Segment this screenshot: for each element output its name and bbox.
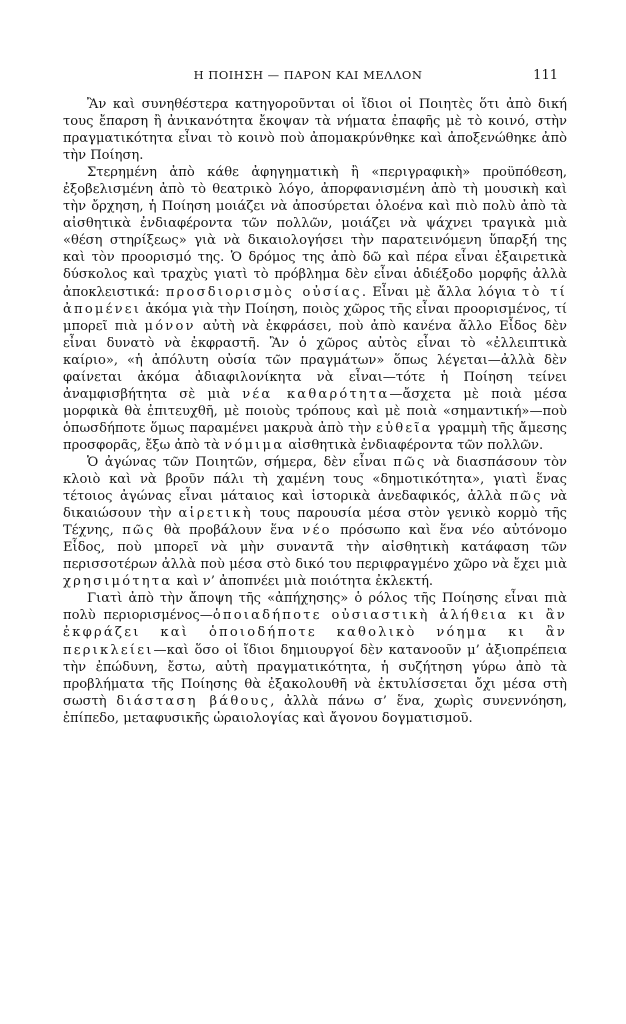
running-header	[0, 68, 626, 88]
text-run: ἀκόμα γιὰ τὴν Ποίηση, ποιὸς χῶρος τῆς εἶναι προορισμένος, τί μπορεῖ πιὰ	[63, 301, 567, 334]
text-run: Γιατὶ ἀπὸ τὴν ἄποψη τῆς «ἀπήχησης» ὁ ρόλος τῆς Ποίησης εἶναι πιὰ πολὺ περιορισμένος—	[63, 591, 567, 624]
emphasis-spaced-text: πῶς	[509, 489, 543, 505]
page-number: 111	[533, 68, 558, 83]
text-run: —καὶ ὅσο οἱ ἴδιοι δημιουργοί δὲν κατανοοῦν μ’ ἀξιοπρέπεια τὴν ἐπώδυνη, ἔστω, αὐτὴ πραγματικότητα, ἡ συζήτηση γύρω ἀπὸ τὰ προβλήματα τῆς Ποίησης θὰ ἐξακολουθῆ νὰ ἐκτυλίσσεται ὄχι μέσα στὴ σωστὴ	[63, 642, 567, 709]
emphasis-spaced-text: ὁποιαδήποτε οὐσιαστικὴ ἀλήθεια κι ἂν ἐκφράζει καὶ ὁποιοδήποτε καθολικὸ νόημα κι ἂν περικλείει	[63, 608, 567, 658]
emphasis-spaced-text: πῶς	[393, 454, 427, 470]
text-run: καὶ ν’ ἀποπνέει μιὰ ποιότητα ἐκλεκτή.	[172, 574, 434, 590]
emphasis-spaced-text: μόνον	[144, 318, 196, 334]
text-run: γραμμὴ τῆς ἄμεσης προσφορᾶς, ἔξω ἀπὸ τὰ	[63, 420, 567, 453]
emphasis-spaced-text: χρησιμότητα	[63, 574, 173, 590]
text-run: , ἀλλὰ πάνω σ’ ἕνα, χωρὶς συνεννόηση, ἐπίπεδο, μεταφυσικῆς ὡραιολογίας καὶ ἄγονου δογματισμοῦ.	[63, 693, 567, 726]
emphasis-spaced-text: πῶς	[122, 523, 156, 539]
text-run: αἰσθητικὰ ἐνδιαφέροντα τῶν πολλῶν.	[284, 437, 544, 453]
text-run: πρόσωπο καὶ ἕνα νέο αὐτόνομο Εἶδος, ποὺ μπορεῖ νὰ μὴν συναντᾶ τὴν αἰσθητικὴ κατάφαση τῶν περισσοτέρων ἀλλὰ ποὺ μέσα στὸ δικό του περιφραγμένο χῶρο νὰ ἔχει μιὰ	[63, 523, 567, 573]
text-run: Ἂν καὶ συνηθέστερα κατηγοροῦνται οἱ ἴδιοι οἱ Ποιητὲς ὅτι ἀπὸ δική τους ἔπαρση ἢ ἀνικανότητα ἔκοψαν τὰ νήματα ἐπαφῆς μὲ τὸ κοινό, στὴν πραγματικότητα εἶναι τὸ κοινὸ ποὺ ἀπομακρύνθηκε καὶ ἀποξενώθηκε ἀπὸ τὴν Ποίηση.	[63, 97, 567, 164]
emphasis-spaced-text: αἱρετικὴ	[178, 506, 253, 522]
paragraph-3	[63, 454, 567, 590]
text-run: . Εἶναι μὲ ἄλλα λόγια	[361, 284, 523, 300]
text-run: Στερημένη ἀπὸ κάθε ἀφηγηματικὴ ἢ «περιγραφικὴ» προϋπόθεση, ἐξοβελισμένη ἀπὸ τὸ θεατρικὸ λόγο, ἀπορφανισμένη ἀπὸ τὴ μουσικὴ καὶ τὴν ὄρχηση, ἡ Ποίηση μοιάζει νὰ ἀποσύρεται ὁλοένα καὶ πιὸ πολὺ ἀπὸ τὰ αἰσθητικὰ ἐνδιαφέροντα τῶν πολλῶν, μοιάζει νὰ ψάχνει τραγικὰ μιὰ «θέση στηρίξεως» γιὰ νὰ δικαιολογήσει τὴν παρατεινόμενη ὕπαρξή της καὶ τὸν προορισμό της. Ὁ δρόμος της ἀπὸ δῶ καὶ πέρα εἶναι ἐξαιρετικὰ δύσκολος καὶ τραχὺς γιατὶ τὸ πρόβλημα δὲν εἶναι ἀδιέξοδο μορφῆς ἀλλὰ ἀποκλειστικά:	[63, 165, 567, 300]
emphasis-spaced-text: διάσταση βάθους	[116, 693, 271, 709]
text-run: Ὁ ἀγώνας τῶν Ποιητῶν, σήμερα, δὲν εἶναι	[87, 454, 394, 470]
text-run: νὰ διασπάσουν τὸν κλοιὸ καὶ νὰ βροῦν πάλι τὴ χαμένη τους «δημοτικότητα», γιατὶ ἕνας τέτοιος ἀγώνας εἶναι μάταιος καὶ ἱστορικὰ ἀνεδαφικός, ἀλλὰ	[63, 454, 567, 505]
text-run: θὰ προβάλουν ἕνα	[155, 523, 303, 539]
emphasis-spaced-text: προσδιορισμὸς οὐσίας	[165, 284, 362, 300]
paragraph-1	[63, 96, 567, 164]
body-text	[63, 96, 567, 727]
emphasis-spaced-text: νόμιμα	[224, 437, 285, 453]
paragraph-4	[63, 590, 567, 726]
text-run: αὐτὴ νὰ ἐκφράσει, ποὺ ἀπὸ κανένα ἄλλο Εἶδος δὲν εἶναι δυνατὸ νὰ ἐκφραστῆ. Ἂν ὁ χῶρος αὐτὸς εἶναι τὸ «ἐλλειπτικὰ καίριο», «ἡ ἀπόλυτη οὐσία τῶν πραγμάτων» ὅπως λέγεται—ἀλλὰ δὲν φαίνεται ἀκόμα ἀδιαφιλονίκητα νὰ εἶναι—τότε ἡ Ποίηση τείνει ἀναμφισβήτητα σὲ μιὰ	[63, 318, 567, 402]
emphasis-spaced-text: τὸ τί ἀπομένει	[63, 284, 568, 317]
emphasis-spaced-text: νέα καθαρότητα	[242, 386, 390, 402]
text-run: νὰ δικαιώσουν τὴν	[63, 489, 567, 522]
running-title: Η ΠΟΙΗΣΗ — ΠΑΡΟΝ ΚΑΙ ΜΕΛΛΟΝ	[193, 68, 423, 82]
emphasis-spaced-text: εὐθεῖα	[376, 420, 433, 436]
paragraph-2	[63, 164, 567, 454]
text-run: —ἄσχετα μὲ ποιὰ μέσα μορφικὰ θὰ ἐπιτευχθῆ, μὲ ποιοὺς τρόπους καὶ μὲ ποιὰ «σημαντική»—ποὺ ὁπωσδήποτε ὅμως παραμένει μακρυὰ ἀπὸ τὴν	[63, 386, 567, 436]
text-run: τους παρουσία μέσα στὸν γενικὸ κορμὸ τῆς Τέχνης,	[63, 506, 568, 539]
emphasis-spaced-text: νέο	[302, 523, 332, 539]
